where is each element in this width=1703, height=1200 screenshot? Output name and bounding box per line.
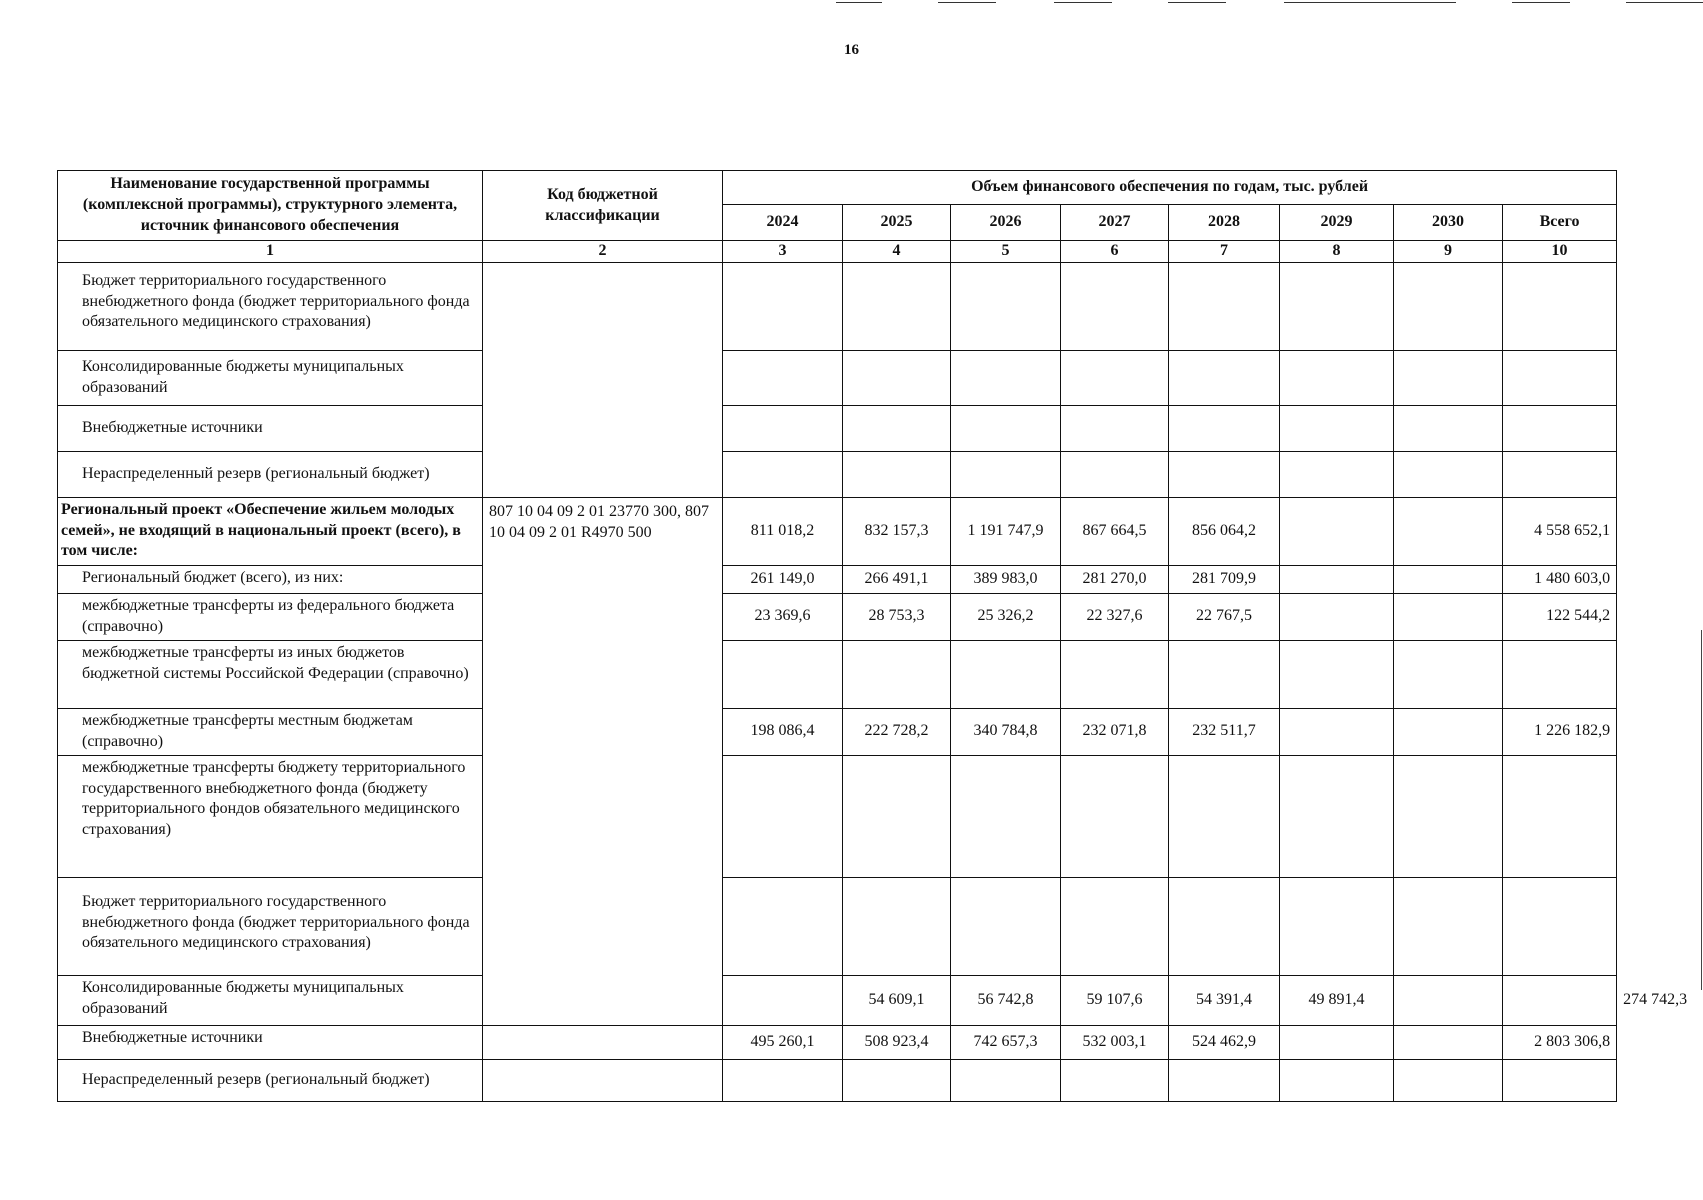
row-value [723, 1059, 843, 1101]
row-value: 811 018,2 [723, 497, 843, 565]
row-name: Консолидированные бюджеты муниципальных образований [58, 350, 483, 405]
row-value: 198 086,4 [723, 708, 843, 755]
row-value [1061, 262, 1169, 350]
row-value [843, 755, 951, 877]
row-value: 281 709,9 [1169, 565, 1280, 593]
row-value [1169, 405, 1280, 451]
header-name: Наименование государственной программы (комплексной программы), структурного элемента, источник финансового обеспечения [58, 171, 483, 241]
row-total [1503, 262, 1617, 350]
table-row [58, 565, 1617, 593]
row-value [723, 877, 843, 975]
row-value [1061, 755, 1169, 877]
row-value: 281 270,0 [1061, 565, 1169, 593]
row-value [843, 1059, 951, 1101]
header-total: Всего [1503, 205, 1617, 241]
row-value [1280, 1025, 1394, 1059]
row-code: 807 10 04 09 2 01 23770 300, 807 10 04 09 2 01 R4970 500 [483, 497, 723, 1025]
row-value: 1 191 747,9 [951, 497, 1061, 565]
row-value [1394, 640, 1503, 708]
row-total [1503, 451, 1617, 497]
table-row [58, 350, 1617, 405]
table-row [58, 262, 1617, 350]
row-value: 25 326,2 [951, 593, 1061, 640]
row-name-project: Региональный проект «Обеспечение жильем молодых семей», не входящий в национальный проект (всего), в том числе: [58, 497, 483, 565]
row-value: 232 071,8 [1061, 708, 1169, 755]
column-number: 8 [1280, 241, 1394, 263]
row-total [1503, 640, 1617, 708]
row-value [1061, 405, 1169, 451]
row-value [951, 405, 1061, 451]
row-value [1280, 708, 1394, 755]
row-value [1394, 1025, 1503, 1059]
row-total [1503, 755, 1617, 877]
row-value [723, 755, 843, 877]
row-code-empty [723, 975, 843, 1025]
row-value [723, 405, 843, 451]
row-value: 495 260,1 [723, 1025, 843, 1059]
row-value [1169, 640, 1280, 708]
table-row [58, 640, 1617, 708]
row-value: 232 511,7 [1169, 708, 1280, 755]
table-row [58, 451, 1617, 497]
row-value [1169, 350, 1280, 405]
row-value [951, 262, 1061, 350]
row-name: Бюджет территориального государственного внебюджетного фонда (бюджет территориального фонда обязательного медицинского страхования) [58, 877, 483, 975]
column-number: 3 [723, 241, 843, 263]
column-number: 1 [58, 241, 483, 263]
row-value [1061, 640, 1169, 708]
row-value [1394, 350, 1503, 405]
row-value [1280, 593, 1394, 640]
row-value [843, 877, 951, 975]
row-value [1280, 1059, 1394, 1101]
table-row [58, 877, 1617, 975]
row-value: 54 391,4 [1169, 975, 1280, 1025]
row-name: Внебюджетные источники [58, 405, 483, 451]
row-name: Бюджет территориального государственного внебюджетного фонда (бюджет территориального фонда обязательного медицинского страхования) [58, 262, 483, 350]
row-total: 4 558 652,1 [1503, 497, 1617, 565]
row-total [1503, 1059, 1617, 1101]
row-code-empty [483, 1059, 723, 1101]
row-value [1394, 755, 1503, 877]
column-number: 4 [843, 241, 951, 263]
row-total [1503, 350, 1617, 405]
row-value [1280, 497, 1394, 565]
row-value [843, 640, 951, 708]
row-name: межбюджетные трансферты из иных бюджетов бюджетной системы Российской Федерации (справочно) [58, 640, 483, 708]
row-value: 23 369,6 [723, 593, 843, 640]
table-row [58, 708, 1617, 755]
row-value: 261 149,0 [723, 565, 843, 593]
row-value [1394, 262, 1503, 350]
row-value [843, 405, 951, 451]
column-number: 9 [1394, 241, 1503, 263]
scan-top-edge-lines [0, 0, 1703, 6]
row-value [1394, 877, 1503, 975]
row-name: Внебюджетные источники [58, 1025, 483, 1059]
header-year-2025: 2025 [843, 205, 951, 241]
row-name: Консолидированные бюджеты муниципальных образований [58, 975, 483, 1025]
row-total: 2 803 306,8 [1503, 1025, 1617, 1059]
row-value: 856 064,2 [1169, 497, 1280, 565]
table-row [58, 755, 1617, 877]
header-year-2027: 2027 [1061, 205, 1169, 241]
row-value [951, 350, 1061, 405]
row-value [1169, 877, 1280, 975]
row-value: 524 462,9 [1169, 1025, 1280, 1059]
row-name: Нераспределенный резерв (региональный бюджет) [58, 451, 483, 497]
row-total: 1 480 603,0 [1503, 565, 1617, 593]
row-total: 122 544,2 [1503, 593, 1617, 640]
row-value [723, 640, 843, 708]
row-name: Региональный бюджет (всего), из них: [58, 565, 483, 593]
row-value [951, 1059, 1061, 1101]
row-value: 340 784,8 [951, 708, 1061, 755]
row-value [723, 262, 843, 350]
header-year-2028: 2028 [1169, 205, 1280, 241]
row-value: 22 327,6 [1061, 593, 1169, 640]
row-value [1280, 877, 1394, 975]
table-row [58, 593, 1617, 640]
row-value [1394, 565, 1503, 593]
row-value: 59 107,6 [1061, 975, 1169, 1025]
row-total [1503, 877, 1617, 975]
row-value [1280, 565, 1394, 593]
header-year-2024: 2024 [723, 205, 843, 241]
row-value [1061, 451, 1169, 497]
header-volume: Объем финансового обеспечения по годам, тыс. рублей [723, 171, 1617, 205]
row-value [1169, 262, 1280, 350]
row-value: 56 742,8 [951, 975, 1061, 1025]
header-year-2030: 2030 [1394, 205, 1503, 241]
row-value [843, 350, 951, 405]
column-number: 2 [483, 241, 723, 263]
row-value [951, 755, 1061, 877]
row-value [723, 350, 843, 405]
row-value [723, 451, 843, 497]
row-value [951, 451, 1061, 497]
table-row [58, 497, 1617, 565]
column-number: 5 [951, 241, 1061, 263]
row-value [1061, 877, 1169, 975]
table-row [58, 1059, 1617, 1101]
column-number: 7 [1169, 241, 1280, 263]
row-value [1394, 975, 1503, 1025]
row-value: 54 609,1 [843, 975, 951, 1025]
row-value: 222 728,2 [843, 708, 951, 755]
column-number: 10 [1503, 241, 1617, 263]
row-value [1394, 405, 1503, 451]
row-code-empty [483, 262, 723, 497]
row-code-empty [483, 1025, 723, 1059]
row-name: Нераспределенный резерв (региональный бюджет) [58, 1059, 483, 1101]
row-value: 49 891,4 [1280, 975, 1394, 1025]
row-value [1394, 451, 1503, 497]
row-value [1280, 350, 1394, 405]
row-total: 1 226 182,9 [1503, 708, 1617, 755]
row-value: 867 664,5 [1061, 497, 1169, 565]
row-value [951, 877, 1061, 975]
row-value: 28 753,3 [843, 593, 951, 640]
row-name: межбюджетные трансферты бюджету территориального государственного внебюджетного фонда (бюджету территориального фондов обязательного медицинского страхования) [58, 755, 483, 877]
row-value [843, 451, 951, 497]
row-value [1394, 497, 1503, 565]
table-row: Консолидированные бюджеты муниципальных образований 54 609,1 56 742,8 59 107,6 54 391,4 49 891,4 274 742,3 [58, 975, 1617, 1025]
row-value: 532 003,1 [1061, 1025, 1169, 1059]
row-value [1394, 708, 1503, 755]
column-number: 6 [1061, 241, 1169, 263]
row-value: 22 767,5 [1169, 593, 1280, 640]
row-name: межбюджетные трансферты местным бюджетам (справочно) [58, 708, 483, 755]
financing-table [57, 170, 1688, 1102]
row-value: 742 657,3 [951, 1025, 1061, 1059]
row-value [843, 262, 951, 350]
row-value: 508 923,4 [843, 1025, 951, 1059]
row-value: 266 491,1 [843, 565, 951, 593]
row-value [951, 640, 1061, 708]
row-value [1169, 451, 1280, 497]
row-value [1169, 1059, 1280, 1101]
table-row [58, 405, 1617, 451]
table-row [58, 1025, 1617, 1059]
row-total [1503, 405, 1617, 451]
row-value [1280, 640, 1394, 708]
header-year-2026: 2026 [951, 205, 1061, 241]
row-value [1280, 755, 1394, 877]
row-value: 389 983,0 [951, 565, 1061, 593]
header-code: Код бюджетной классификации [483, 171, 723, 241]
row-value: 832 157,3 [843, 497, 951, 565]
header-year-2029: 2029 [1280, 205, 1394, 241]
row-value [1394, 593, 1503, 640]
row-value [1503, 975, 1617, 1025]
row-name: межбюджетные трансферты из федерального бюджета (справочно) [58, 593, 483, 640]
scan-edge-line [1701, 630, 1702, 990]
row-value [1280, 405, 1394, 451]
row-value [1280, 451, 1394, 497]
row-value [1061, 1059, 1169, 1101]
row-value [1394, 1059, 1503, 1101]
row-value [1061, 350, 1169, 405]
row-value [1169, 755, 1280, 877]
page-number: 16 [844, 42, 859, 58]
row-value [1280, 262, 1394, 350]
